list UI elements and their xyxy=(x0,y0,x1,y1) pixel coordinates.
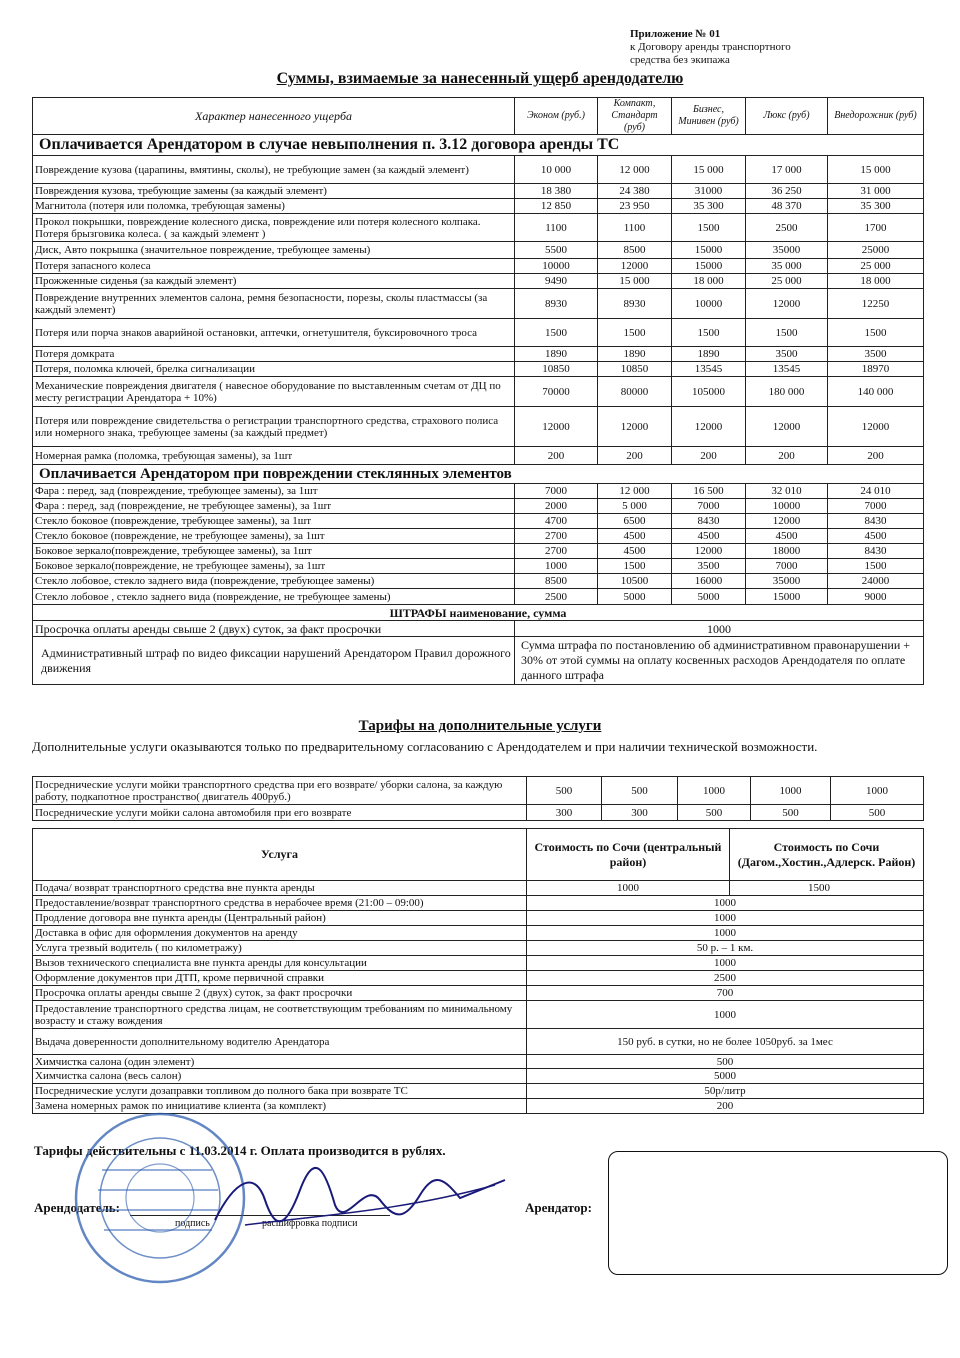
damage-price: 200 xyxy=(746,447,828,465)
service-name: Просрочка оплаты аренды свыше 2 (двух) суток, за факт просрочки xyxy=(33,986,527,1001)
damage-price: 18970 xyxy=(828,362,924,377)
wash-price: 500 xyxy=(602,777,678,805)
damage-row xyxy=(33,242,924,259)
services-note: Дополнительные услуги оказываются только по предварительному согласованию с Арендодателем и при наличии технической возможности. xyxy=(32,739,818,754)
wash-table xyxy=(32,776,924,821)
service-name: Доставка в офис для оформления документов на аренду xyxy=(33,926,527,941)
damage-name: Стекло боковое (повреждение, требующее замены), за 1шт xyxy=(33,514,515,529)
fine-name: Административный штраф по видео фиксации нарушений Арендатором Правил дорожного движения xyxy=(33,637,515,685)
damage-price: 12000 xyxy=(828,407,924,447)
damage-row xyxy=(33,347,924,362)
damage-price: 3500 xyxy=(746,347,828,362)
service-name: Оформление документов при ДТП, кроме первичной справки xyxy=(33,971,527,986)
damage-name: Повреждения кузова, требующие замены (за каждый элемент) xyxy=(33,184,515,199)
services-table xyxy=(32,828,924,1114)
document-title: Суммы, взимаемые за нанесенный ущерб арендодателю xyxy=(276,70,684,87)
service-name: Выдача доверенности дополнительному водителю Арендатора xyxy=(33,1029,527,1055)
damage-price: 10850 xyxy=(598,362,672,377)
damage-name: Повреждение внутренних элементов салона, ремня безопасности, порезы, сколы пластмассы (за каждый элемент) xyxy=(33,289,515,319)
service-name: Услуга трезвый водитель ( по километражу) xyxy=(33,941,527,956)
damage-price: 15 000 xyxy=(672,156,746,184)
damage-name: Механические повреждения двигателя ( навесное оборудование по выставленным счетам от ДЦ по месту регистрации Арендатора + 10%) xyxy=(33,377,515,407)
validity-note: Тарифы действительны с 11.03.2014 г. Оплата производится в рублях. xyxy=(34,1143,446,1158)
damage-price: 12000 xyxy=(746,289,828,319)
service-name: Посреднические услуги дозаправки топливом до полного бака при возврате ТС xyxy=(33,1084,527,1099)
damage-name: Стекло лобовое , стекло заднего вида (повреждение, не требующее замены) xyxy=(33,589,515,605)
wash-price: 1000 xyxy=(678,777,751,805)
service-price-outer: 1500 xyxy=(730,881,924,896)
damage-price: 16000 xyxy=(672,574,746,589)
damage-price: 25 000 xyxy=(828,259,924,274)
damage-price: 35000 xyxy=(746,242,828,259)
damage-name: Потеря или повреждение свидетельства о регистрации транспортного средства, страхового полиса или номерного знака, требующее замены (за каждый предмет) xyxy=(33,407,515,447)
damage-row xyxy=(33,529,924,544)
damage-price: 70000 xyxy=(515,377,598,407)
damage-row xyxy=(33,484,924,499)
damage-price: 8430 xyxy=(672,514,746,529)
damage-name: Фара : перед, зад (повреждение, требующее замены), за 1шт xyxy=(33,484,515,499)
service-row xyxy=(33,1029,924,1055)
damage-price: 24 380 xyxy=(598,184,672,199)
wash-price: 1000 xyxy=(751,777,831,805)
wash-price: 500 xyxy=(678,805,751,821)
damage-name: Стекло лобовое, стекло заднего вида (повреждение, требующее замены) xyxy=(33,574,515,589)
damage-price: 180 000 xyxy=(746,377,828,407)
damage-price: 9490 xyxy=(515,274,598,289)
wash-row xyxy=(33,777,924,805)
damage-price: 35 000 xyxy=(746,259,828,274)
section2-title: Оплачивается Арендатором при повреждении стеклянных элементов xyxy=(33,465,924,484)
service-row xyxy=(33,956,924,971)
service-row xyxy=(33,941,924,956)
damage-table-header xyxy=(33,98,924,135)
service-name: Предоставление транспортного средства лицам, не соответствующим требованиям по минимальному возрасту и стажу вождения xyxy=(33,1001,527,1029)
fine-row xyxy=(33,637,924,685)
damage-row xyxy=(33,559,924,574)
damage-price: 15 000 xyxy=(598,274,672,289)
damage-price: 48 370 xyxy=(746,199,828,214)
damage-price: 105000 xyxy=(672,377,746,407)
fine-name: Просрочка оплаты аренды свыше 2 (двух) суток, за факт просрочки xyxy=(33,621,515,637)
damage-price: 1500 xyxy=(672,319,746,347)
damage-name: Боковое зеркало(повреждение, требующее замены), за 1шт xyxy=(33,544,515,559)
damage-price: 35 300 xyxy=(828,199,924,214)
damage-row xyxy=(33,447,924,465)
damage-price: 1500 xyxy=(598,319,672,347)
service-row xyxy=(33,896,924,911)
damage-price: 12 000 xyxy=(598,156,672,184)
damage-price: 10 000 xyxy=(515,156,598,184)
service-price: 150 руб. в сутки, но не более 1050руб. за 1мес xyxy=(527,1029,924,1055)
section2-body xyxy=(33,484,924,605)
svc-col-header: Стоимость по Сочи (Дагом.,Хостин.,Адлерск. Район) xyxy=(730,829,924,881)
service-row xyxy=(33,926,924,941)
damage-row xyxy=(33,544,924,559)
damage-row xyxy=(33,589,924,605)
damage-price: 8500 xyxy=(598,242,672,259)
wash-price: 500 xyxy=(527,777,602,805)
damage-price: 8930 xyxy=(515,289,598,319)
damage-price: 200 xyxy=(672,447,746,465)
damage-price: 12000 xyxy=(598,407,672,447)
damage-price: 12000 xyxy=(746,407,828,447)
services-header xyxy=(33,829,924,881)
signature-caption: подпись xyxy=(175,1218,210,1229)
damage-price: 8430 xyxy=(828,514,924,529)
services-title: Тарифы на дополнительные услуги xyxy=(358,718,602,734)
wash-price: 300 xyxy=(602,805,678,821)
damage-name: Потеря домкрата xyxy=(33,347,515,362)
damage-price: 12000 xyxy=(515,407,598,447)
damage-price: 4500 xyxy=(598,544,672,559)
service-row xyxy=(33,1055,924,1069)
damage-price: 15 000 xyxy=(828,156,924,184)
damage-price: 35000 xyxy=(746,574,828,589)
service-price: 1000 xyxy=(527,956,924,971)
damage-price: 16 500 xyxy=(672,484,746,499)
damage-price: 10000 xyxy=(515,259,598,274)
service-price: 1000 xyxy=(527,926,924,941)
lessee-label: Арендатор: xyxy=(525,1200,592,1215)
service-row xyxy=(33,971,924,986)
col-header: Компакт, Стандарт (руб) xyxy=(598,98,672,135)
damage-price: 18 000 xyxy=(672,274,746,289)
service-price: 1000 xyxy=(527,896,924,911)
wash-price: 300 xyxy=(527,805,602,821)
damage-price: 18 000 xyxy=(828,274,924,289)
damage-row xyxy=(33,407,924,447)
damage-price: 24000 xyxy=(828,574,924,589)
damage-price: 7000 xyxy=(746,559,828,574)
damage-price: 4500 xyxy=(746,529,828,544)
damage-price: 15000 xyxy=(672,259,746,274)
service-row xyxy=(33,1001,924,1029)
damage-name: Потеря запасного колеса xyxy=(33,259,515,274)
service-price: 50 р. – 1 км. xyxy=(527,941,924,956)
damage-price: 1500 xyxy=(672,214,746,242)
damage-row xyxy=(33,259,924,274)
damage-name: Повреждение кузова (царапины, вмятины, сколы), не требующие замен (за каждый элемент) xyxy=(33,156,515,184)
service-price-central: 1000 xyxy=(527,881,730,896)
damage-price: 1700 xyxy=(828,214,924,242)
damage-price: 3500 xyxy=(672,559,746,574)
service-price: 5000 xyxy=(527,1069,924,1084)
damage-price: 80000 xyxy=(598,377,672,407)
damage-table xyxy=(32,97,924,685)
damage-price: 4500 xyxy=(828,529,924,544)
damage-price: 7000 xyxy=(672,499,746,514)
wash-price: 1000 xyxy=(831,777,924,805)
service-name: Химчистка салона (один элемент) xyxy=(33,1055,527,1069)
damage-price: 1890 xyxy=(515,347,598,362)
wash-price: 500 xyxy=(831,805,924,821)
damage-price: 5500 xyxy=(515,242,598,259)
col-header: Бизнес, Минивен (руб) xyxy=(672,98,746,135)
damage-price: 17 000 xyxy=(746,156,828,184)
damage-price: 15000 xyxy=(672,242,746,259)
damage-price: 1500 xyxy=(828,559,924,574)
damage-price: 12000 xyxy=(746,514,828,529)
damage-row xyxy=(33,184,924,199)
damage-price: 2500 xyxy=(515,589,598,605)
service-row xyxy=(33,1069,924,1084)
service-name: Замена номерных рамок по инициативе клиента (за комплект) xyxy=(33,1099,527,1114)
damage-price: 200 xyxy=(828,447,924,465)
service-price: 50р/литр xyxy=(527,1084,924,1099)
damage-price: 7000 xyxy=(515,484,598,499)
damage-price: 31000 xyxy=(672,184,746,199)
damage-price: 23 950 xyxy=(598,199,672,214)
damage-price: 1000 xyxy=(515,559,598,574)
service-price: 500 xyxy=(527,1055,924,1069)
damage-price: 18 380 xyxy=(515,184,598,199)
service-row xyxy=(33,1084,924,1099)
wash-name: Посреднические услуги мойки транспортного средства при его возврате/ уборки салона, за каждую работу, подкапотное пространство( двигатель 400руб.) xyxy=(33,777,527,805)
damage-price: 4500 xyxy=(598,529,672,544)
service-name: Химчистка салона (весь салон) xyxy=(33,1069,527,1084)
service-price: 2500 xyxy=(527,971,924,986)
damage-price: 4700 xyxy=(515,514,598,529)
damage-price: 12 850 xyxy=(515,199,598,214)
damage-price: 10000 xyxy=(746,499,828,514)
service-name: Предоставление/возврат транспортного средства в нерабочее время (21:00 – 09:00) xyxy=(33,896,527,911)
annex-line2: средства без экипажа xyxy=(630,54,730,66)
damage-row xyxy=(33,574,924,589)
damage-row xyxy=(33,289,924,319)
damage-price: 1500 xyxy=(515,319,598,347)
col-header: Эконом (руб.) xyxy=(515,98,598,135)
fines-title-row xyxy=(33,605,924,621)
damage-price: 7000 xyxy=(828,499,924,514)
signature-decode-caption: расшифровка подписи xyxy=(262,1218,358,1229)
fine-value: 1000 xyxy=(515,621,924,637)
col-header: Люкс (руб) xyxy=(746,98,828,135)
damage-row xyxy=(33,514,924,529)
col-header: Внедорожник (руб) xyxy=(828,98,924,135)
damage-price: 13545 xyxy=(672,362,746,377)
damage-price: 1890 xyxy=(598,347,672,362)
wash-price: 500 xyxy=(751,805,831,821)
damage-row xyxy=(33,214,924,242)
damage-price: 24 010 xyxy=(828,484,924,499)
lessor-label: Арендодатель: xyxy=(34,1200,120,1215)
damage-price: 1500 xyxy=(746,319,828,347)
damage-name: Боковое зеркало(повреждение, не требующее замены), за 1шт xyxy=(33,559,515,574)
service-price: 1000 xyxy=(527,1001,924,1029)
damage-price: 10000 xyxy=(672,289,746,319)
damage-price: 25 000 xyxy=(746,274,828,289)
damage-price: 18000 xyxy=(746,544,828,559)
damage-price: 5000 xyxy=(672,589,746,605)
service-name: Продление договора вне пункта аренды (Центральный район) xyxy=(33,911,527,926)
damage-row xyxy=(33,156,924,184)
services-body xyxy=(33,896,924,1114)
damage-price: 1500 xyxy=(828,319,924,347)
service-row xyxy=(33,881,924,896)
damage-row xyxy=(33,199,924,214)
damage-price: 200 xyxy=(515,447,598,465)
handwritten-signature xyxy=(205,1160,515,1240)
damage-price: 12000 xyxy=(598,259,672,274)
section1-body xyxy=(33,156,924,465)
damage-price: 200 xyxy=(598,447,672,465)
damage-price: 8500 xyxy=(515,574,598,589)
annex-line1: к Договору аренды транспортного xyxy=(630,41,791,53)
damage-price: 12 000 xyxy=(598,484,672,499)
damage-name: Прокол покрышки, повреждение колесного диска, повреждение или потеря колесного колпака. Потеря брызговика колеса. ( за каждый элемент ) xyxy=(33,214,515,242)
damage-price: 15000 xyxy=(746,589,828,605)
damage-name: Стекло боковое (повреждение, не требующее замены), за 1шт xyxy=(33,529,515,544)
damage-price: 12000 xyxy=(672,407,746,447)
damage-name: Диск, Авто покрышка (значительное повреждение, требующее замены) xyxy=(33,242,515,259)
annex-title: Приложение № 01 xyxy=(630,28,721,40)
damage-row xyxy=(33,499,924,514)
damage-price: 1100 xyxy=(598,214,672,242)
damage-name: Прожженные сиденья (за каждый элемент) xyxy=(33,274,515,289)
section1-title: Оплачивается Арендатором в случае невыполнения п. 3.12 договора аренды ТС xyxy=(33,135,924,156)
redacted-box xyxy=(608,1151,948,1275)
damage-price: 10500 xyxy=(598,574,672,589)
damage-price: 1500 xyxy=(598,559,672,574)
damage-price: 12000 xyxy=(672,544,746,559)
damage-price: 10850 xyxy=(515,362,598,377)
damage-row xyxy=(33,377,924,407)
damage-price: 1890 xyxy=(672,347,746,362)
damage-price: 25000 xyxy=(828,242,924,259)
damage-price: 13545 xyxy=(746,362,828,377)
fine-row xyxy=(33,621,924,637)
damage-row xyxy=(33,274,924,289)
wash-body xyxy=(33,777,924,821)
service-name: Вызов технического специалиста вне пункта аренды для консультации xyxy=(33,956,527,971)
col-header: Характер нанесенного ущерба xyxy=(33,98,515,135)
damage-name: Номерная рамка (поломка, требующая замены), за 1шт xyxy=(33,447,515,465)
service-price: 200 xyxy=(527,1099,924,1114)
damage-name: Потеря или порча знаков аварийной остановки, аптечки, огнетушителя, буксировочного троса xyxy=(33,319,515,347)
damage-name: Магнитола (потеря или поломка, требующая замены) xyxy=(33,199,515,214)
damage-price: 6500 xyxy=(598,514,672,529)
damage-price: 8430 xyxy=(828,544,924,559)
service-name: Подача/ возврат транспортного средства вне пункта аренды xyxy=(33,881,527,896)
damage-row xyxy=(33,362,924,377)
wash-name: Посреднические услуги мойки салона автомобиля при его возврате xyxy=(33,805,527,821)
damage-name: Потеря, поломка ключей, брелка сигнализации xyxy=(33,362,515,377)
damage-price: 140 000 xyxy=(828,377,924,407)
damage-price: 9000 xyxy=(828,589,924,605)
annex-header xyxy=(630,28,850,67)
damage-price: 5 000 xyxy=(598,499,672,514)
damage-price: 12250 xyxy=(828,289,924,319)
svc-col-header: Стоимость по Сочи (центральный район) xyxy=(527,829,730,881)
damage-price: 1100 xyxy=(515,214,598,242)
damage-price: 2500 xyxy=(746,214,828,242)
damage-name: Фара : перед, зад (повреждение, не требующее замены), за 1шт xyxy=(33,499,515,514)
fine-value: Сумма штрафа по постановлению об административном правонарушении + 30% от этой суммы на оплату косвенных расходов Арендодателя по оплате данного штрафа xyxy=(515,637,924,685)
damage-price: 3500 xyxy=(828,347,924,362)
service-row xyxy=(33,986,924,1001)
damage-price: 2000 xyxy=(515,499,598,514)
wash-row xyxy=(33,805,924,821)
damage-price: 2700 xyxy=(515,544,598,559)
damage-price: 5000 xyxy=(598,589,672,605)
damage-price: 35 300 xyxy=(672,199,746,214)
damage-price: 2700 xyxy=(515,529,598,544)
service-row xyxy=(33,911,924,926)
damage-price: 8930 xyxy=(598,289,672,319)
section-title-row xyxy=(33,135,924,156)
damage-price: 32 010 xyxy=(746,484,828,499)
service-price: 700 xyxy=(527,986,924,1001)
svc-col-header: Услуга xyxy=(33,829,527,881)
service-price: 1000 xyxy=(527,911,924,926)
damage-price: 36 250 xyxy=(746,184,828,199)
damage-row xyxy=(33,319,924,347)
section-title-row xyxy=(33,465,924,484)
damage-price: 31 000 xyxy=(828,184,924,199)
damage-price: 4500 xyxy=(672,529,746,544)
fines-title: ШТРАФЫ наименование, сумма xyxy=(33,605,924,621)
